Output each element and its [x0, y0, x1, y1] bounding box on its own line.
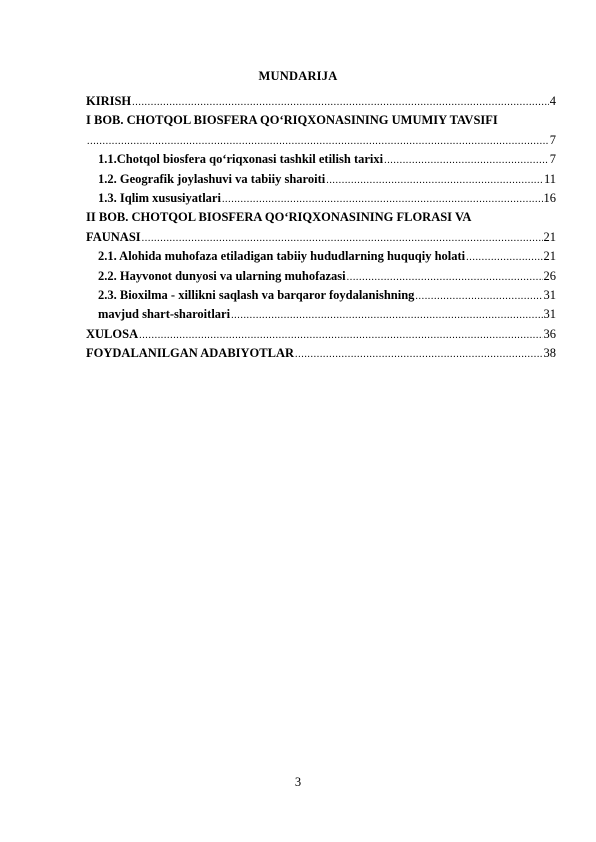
toc-entry-continuation — [86, 131, 556, 150]
dot-leader — [415, 287, 542, 306]
toc-entry-section-2-1[interactable] — [86, 247, 556, 266]
dot-leader — [326, 171, 543, 190]
toc-entry-chapter-1[interactable] — [86, 111, 556, 150]
toc-entry-page: 4 — [549, 94, 556, 108]
dot-leader — [142, 229, 543, 248]
page-number: 3 — [294, 775, 302, 789]
dot-leader — [132, 93, 549, 112]
toc-entry-kirish[interactable] — [86, 92, 556, 111]
toc-entry-label: 1.1.Chotqol biosfera qo‘riqxonasi tashkil etilish tarixi — [98, 152, 384, 167]
dot-leader — [222, 190, 543, 209]
toc-entry-references[interactable] — [86, 344, 556, 363]
dot-leader — [231, 306, 542, 325]
toc-entry-section-1-2[interactable] — [86, 170, 556, 189]
toc-entry-section-2-3[interactable] — [86, 286, 556, 305]
toc-entry-label: FAUNASI — [86, 229, 141, 244]
toc-entry-page: 21 — [543, 229, 556, 244]
toc-entry-label: 2.2. Hayvonot dunyosi va ularning muhofazasi — [98, 268, 346, 283]
toc-entry-label: 2.1. Alohida muhofaza etiladigan tabiiy hududlarning huquqiy holati — [98, 249, 466, 264]
toc-entry-label: 1.2. Geografik joylashuvi va tabiiy sharoiti — [98, 171, 326, 186]
toc-entry-page: 7 — [549, 132, 556, 147]
toc-entry-page: 7 — [549, 152, 556, 167]
toc-entry-label-line1: I BOB. CHOTQOL BIOSFERA QO‘RIQXONASINING UMUMIY TAVSIFI — [86, 113, 498, 128]
toc-entry-label: 2.3. Bioxilma - xillikni saqlash va barqaror foydalanishning — [98, 287, 415, 302]
toc-entry-label: KIRISH — [86, 94, 132, 108]
toc-entry-page: 31 — [543, 287, 556, 302]
dot-leader — [87, 132, 549, 151]
toc-entry-section-2-3-continued[interactable] — [86, 305, 556, 324]
toc-entry-label: XULOSA — [86, 326, 139, 341]
dot-leader — [139, 326, 542, 345]
toc-entry-page: 26 — [543, 268, 556, 283]
toc-entry-section-1-1[interactable] — [86, 150, 556, 169]
toc-entry-page: 36 — [543, 326, 556, 341]
toc-entry-label: mavjud shart-sharoitlari — [98, 307, 231, 322]
dot-leader — [295, 345, 542, 364]
toc-entry-section-2-2[interactable] — [86, 267, 556, 286]
toc-entry-page: 16 — [543, 190, 556, 205]
toc-entry-page: 38 — [543, 346, 556, 361]
dot-leader — [466, 248, 542, 267]
toc-entry-page: 21 — [543, 249, 556, 264]
toc-entry-xulosa[interactable] — [86, 325, 556, 344]
toc-entry-label: FOYDALANILGAN ADABIYOTLAR — [86, 346, 295, 361]
toc-entry-page: 11 — [543, 171, 556, 186]
toc-entry-chapter-2[interactable] — [86, 208, 556, 247]
toc-entry-continuation — [86, 228, 556, 247]
toc-entry-label-line1: II BOB. CHOTQOL BIOSFERA QO‘RIQXONASINING FLORASI VA — [86, 210, 472, 225]
toc-entry-label: 1.3. Iqlim xususiyatlari — [98, 190, 221, 205]
toc-entry-section-1-3[interactable] — [86, 189, 556, 208]
dot-leader — [384, 151, 549, 170]
toc-title: MUNDARIJA — [258, 69, 338, 83]
table-of-contents — [86, 92, 556, 363]
dot-leader — [347, 268, 543, 287]
toc-entry-page: 31 — [543, 307, 556, 322]
